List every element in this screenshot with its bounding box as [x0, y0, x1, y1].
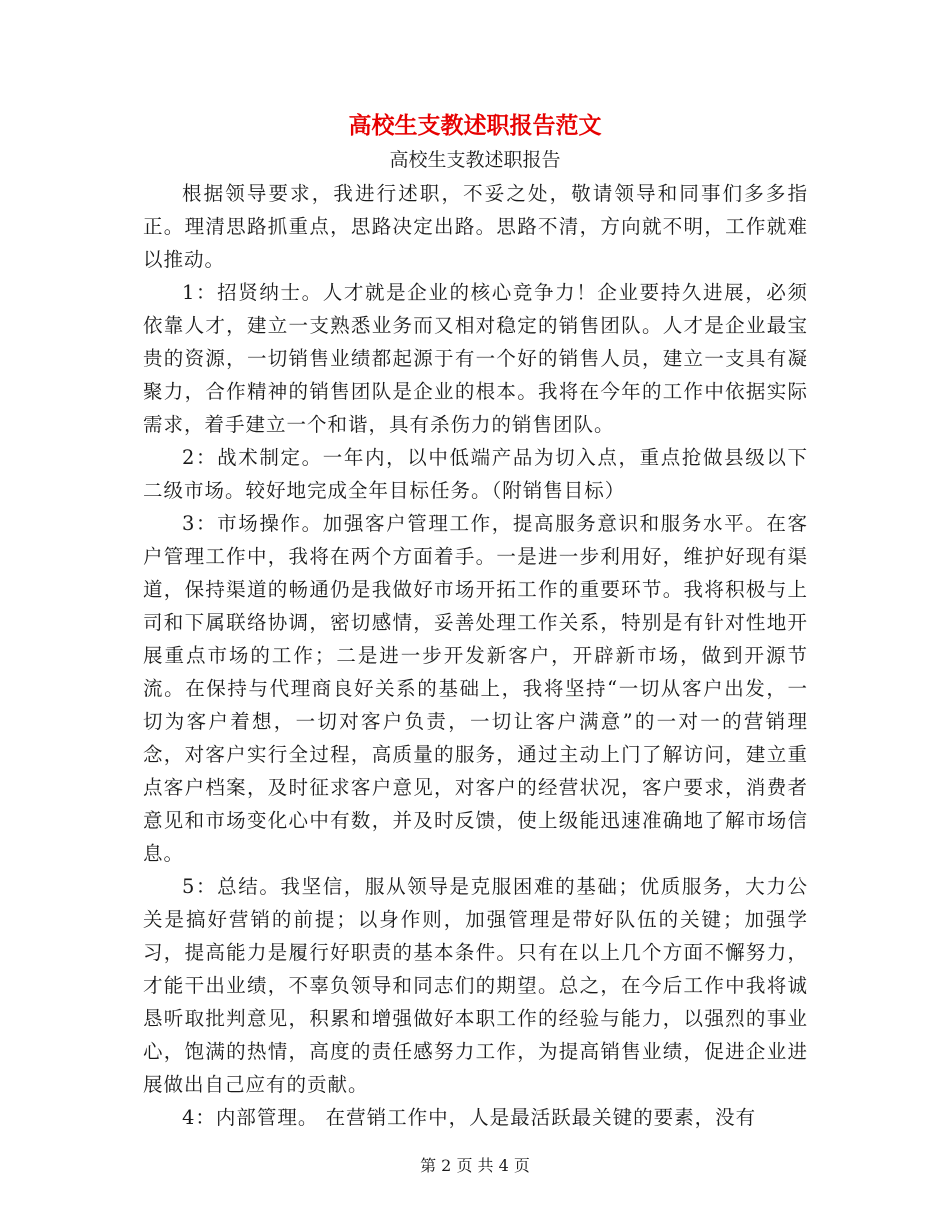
page-footer	[0, 1153, 950, 1179]
paragraph-tactics: 2：战术制定。一年内，以中低端产品为切入点，重点抢做县级以下二级市场。较好地完成全年目标任务。（附销售目标）	[143, 446, 808, 502]
document-subtitle: 高校生支教述职报告	[389, 149, 561, 171]
document-body	[143, 177, 808, 1134]
paragraph-market-operation: 3：市场操作。加强客户管理工作，提高服务意识和服务水平。在客户管理工作中，我将在两个方面着手。一是进一步利用好，维护好现有渠道，保持渠道的畅通仍是我做好市场开拓工作的重要环节。我将积极与上司和下属联络协调，密切感情，妥善处理工作关系，特别是有针对性地开展重点市场的工作；二是进一步开发新客户，开辟新市场，做到开源节流。在保持与代理商良好关系的基础上，我将坚持“一切从客户出发，一切为客户着想，一切对客户负责，一切让客户满意”的一对一的营销理念，对客户实行全过程，高质量的服务，通过主动上门了解访问，建立重点客户档案，及时征求客户意见，对客户的经营状况，客户要求，消费者意见和市场变化心中有数，并及时反馈，使上级能迅速准确地了解市场信息。	[143, 512, 808, 865]
paragraph-summary: 5：总结。我坚信，服从领导是克服困难的基础；优质服务，大力公关是搞好营销的前提；以身作则，加强管理是带好队伍的关键；加强学习，提高能力是履行好职责的基本条件。只有在以上几个方面不懈努力，才能干出业绩，不辜负领导和同志们的期望。总之，在今后工作中我将诚恳听取批判意见，积累和增强做好本职工作的经验与能力，以强烈的事业心，饱满的热情，高度的责任感努力工作，为提高销售业绩，促进企业进展做出自己应有的贡献。	[143, 875, 808, 1096]
paragraph-intro: 根据领导要求，我进行述职，不妥之处，敬请领导和同事们多多指正。理清思路抓重点，思路决定出路。思路不清，方向就不明，工作就难以推动。	[143, 182, 808, 271]
paragraph-internal-management: 4：内部管理。 在营销工作中，人是最活跃最关键的要素，没有	[182, 1106, 757, 1129]
page-number-label: 第 2 页 共 4 页	[420, 1156, 530, 1175]
paragraph-recruiting: 1：招贤纳士。人才就是企业的核心竞争力！企业要持久进展，必须依靠人才，建立一支熟悉业务而又相对稳定的销售团队。人才是企业最宝贵的资源，一切销售业绩都起源于有一个好的销售人员，建立一支具有凝聚力，合作精神的销售团队是企业的根本。我将在今年的工作中依据实际需求，着手建立一个和谐，具有杀伤力的销售团队。	[143, 281, 808, 436]
document-title: 高校生支教述职报告范文	[348, 112, 602, 139]
